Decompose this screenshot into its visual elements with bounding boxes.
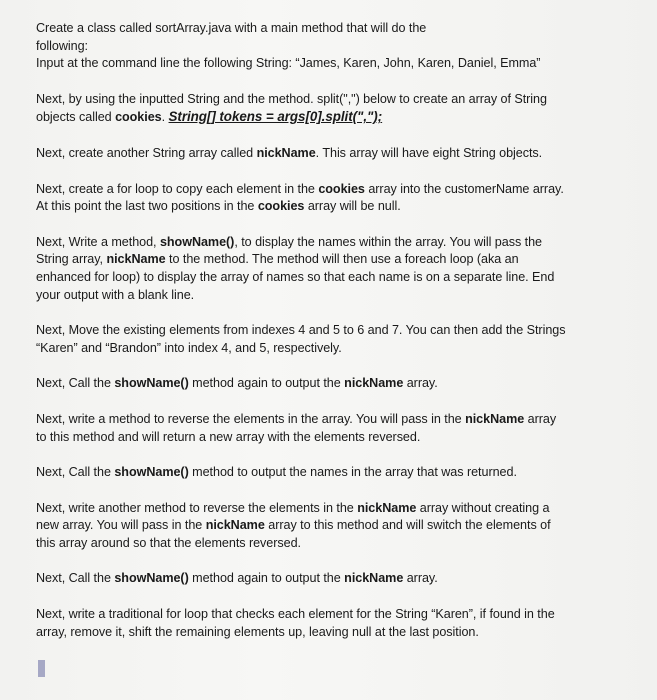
- text-fragment: Next, Write a method,: [36, 234, 160, 249]
- text-fragment: method again to output the: [188, 376, 345, 391]
- bold-term: cookies: [257, 199, 305, 214]
- text-fragment: Next, write another method to reverse the elements in the: [36, 500, 358, 515]
- paragraph-call-showname-3: [36, 570, 636, 588]
- text-fragment: , to display the names within the array. You will pass the: [234, 234, 543, 249]
- text-fragment: to the method. The method will then use a foreach loop (aka an: [165, 252, 519, 267]
- text-line: your output with a blank line.: [36, 287, 195, 302]
- code-snippet: String[] tokens = args[0].split(",");: [168, 109, 383, 125]
- paragraph-class-setup: [36, 20, 636, 73]
- bold-term: showName(): [114, 571, 189, 586]
- text-fragment: Next, Call the: [36, 571, 115, 586]
- text-fragment: array.: [403, 571, 438, 586]
- text-line: Next, Move the existing elements from indexes 4 and 5 to 6 and 7. You can then add the Strings: [36, 323, 566, 338]
- text-line: this array around so that the elements reversed.: [36, 535, 302, 550]
- bold-term: nickName: [106, 252, 166, 267]
- assignment-instructions: [36, 20, 636, 659]
- text-line: Create a class called sortArray.java with a main method that will do the: [36, 21, 427, 35]
- text-fragment: objects called: [36, 110, 116, 125]
- text-fragment: String array,: [36, 252, 107, 267]
- paragraph-nickname-array: [36, 145, 636, 163]
- text-fragment: array without creating a: [416, 500, 550, 515]
- text-line: “Karen” and “Brandon” into index 4, and 5, respectively.: [36, 340, 342, 355]
- text-fragment: Next, Call the: [36, 465, 115, 480]
- text-fragment: . This array will have eight String objects.: [315, 145, 543, 160]
- text-cursor-marker: [38, 660, 45, 677]
- paragraph-reverse-in-place: [36, 500, 636, 553]
- bold-term: nickName: [344, 571, 404, 586]
- bold-term: nickName: [205, 518, 265, 533]
- paragraph-call-showname-1: [36, 375, 636, 393]
- paragraph-remove-karen: [36, 606, 636, 641]
- text-fragment: array to this method and will switch the elements of: [264, 518, 551, 533]
- text-fragment: method to output the names in the array that was returned.: [188, 465, 517, 480]
- bold-term: showName(): [114, 465, 189, 480]
- text-fragment: Next, create another String array called: [36, 145, 257, 160]
- text-line: Next, write a traditional for loop that checks each element for the String “Karen”, if found in the: [36, 607, 555, 622]
- paragraph-copy-loop: [36, 181, 636, 216]
- text-line: following:: [36, 38, 89, 53]
- text-fragment: .: [161, 110, 169, 125]
- text-fragment: array: [524, 411, 557, 426]
- text-line: Input at the command line the following String: “James, Karen, John, Karen, Daniel, Emma”: [36, 56, 541, 71]
- text-line: Next, by using the inputted String and the method. split(",") below to create an array of String: [36, 91, 547, 106]
- text-line: enhanced for loop) to display the array of names so that each name is on a separate line. End: [36, 269, 555, 284]
- bold-term: cookies: [115, 110, 162, 125]
- bold-term: cookies: [318, 181, 365, 196]
- bold-term: nickName: [465, 411, 525, 426]
- text-line: to this method and will return a new array with the elements reversed.: [36, 429, 421, 444]
- text-fragment: Next, Call the: [36, 376, 115, 391]
- text-fragment: method again to output the: [188, 571, 345, 586]
- paragraph-showname-method: [36, 234, 636, 304]
- bold-term: showName(): [159, 234, 235, 249]
- text-line: array, remove it, shift the remaining elements up, leaving null at the last position.: [36, 624, 479, 639]
- paragraph-call-showname-2: [36, 464, 636, 482]
- bold-term: nickName: [344, 376, 404, 391]
- bold-term: nickName: [357, 500, 417, 515]
- text-fragment: array will be null.: [304, 199, 401, 214]
- text-fragment: Next, create a for loop to copy each element in the: [36, 181, 319, 196]
- bold-term: nickName: [256, 145, 316, 160]
- paragraph-split-method: [36, 91, 636, 127]
- text-fragment: array into the customerName array.: [364, 181, 564, 196]
- paragraph-move-elements: [36, 322, 636, 357]
- bold-term: showName(): [114, 376, 189, 391]
- text-fragment: At this point the last two positions in the: [36, 199, 258, 214]
- text-fragment: Next, write a method to reverse the elements in the array. You will pass in the: [36, 411, 466, 426]
- text-fragment: array.: [403, 376, 438, 391]
- paragraph-reverse-method: [36, 411, 636, 446]
- text-fragment: new array. You will pass in the: [36, 518, 206, 533]
